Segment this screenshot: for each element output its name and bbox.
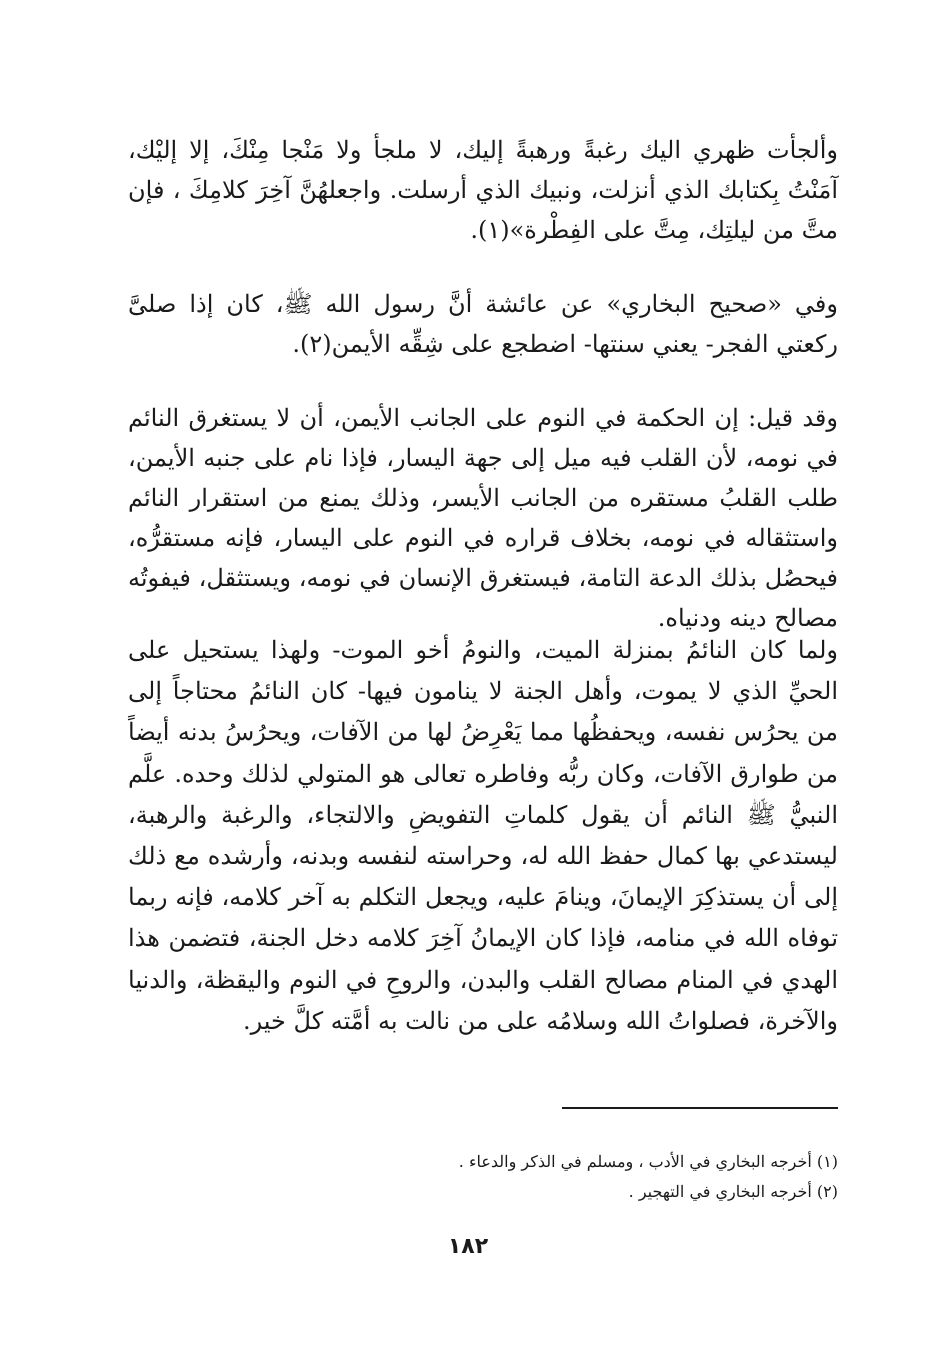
paragraph-sahih-bukhari: وفي «صحيح البخاري» عن عائشة أنَّ رسول الله ﷺ، كان إذا صلىَّ ركعتي الفجر- يعني سنتها- اضطجع على شِقِّه الأيمن(٢). [128,290,838,358]
paragraph-prayer-ending: وألجأت ظهري اليك رغبةً ورهبةً إليك، لا ملجأ ولا مَنْجا مِنْكَ، إلا إليْك، آمَنْتُ بِكتابك الذي أنزلت، ونبيك الذي أرسلت. واجعلهُنَّ آخِرَ كلامِكَ ، فإن متَّ من ليلتِك، مِتَّ على الفِطْرة»(١). [128,136,838,244]
footnote-divider [562,1107,838,1109]
page-number: ١٨٢ [447,1234,489,1259]
paragraph-right-side-wisdom: وقد قيل: إن الحكمة في النوم على الجانب الأيمن، أن لا يستغرق النائم في نومه، لأن القلب فيه ميل إلى جهة اليسار، فإذا نام على جنبه الأيمن، طلب القلبُ مستقره من الجانب الأيسر، وذلك يمنع من استقرار النائم واستثقاله في نومه، بخلاف قراره في النوم على اليسار، فإنه مستقرُّه، فيحصُل بذلك الدعة التامة، فيستغرق الإنسان في نومه، ويستثقل، فيفوتُه مصالح دينه ودنياه. [128,404,838,632]
paragraph-sleep-and-death: ولما كان النائمُ بمنزلة الميت، والنومُ أخو الموت- ولهذا يستحيل على الحيِّ الذي لا يموت، وأهل الجنة لا ينامون فيها- كان النائمُ محتاجاً إلى من يحرُس نفسه، ويحفظُها مما يَعْرِضُ لها من الآفات، ويحرُسُ بدنه أيضاً من طوارق الآفات، وكان ربُّه وفاطره تعالى هو المتولي لذلك وحده. علَّم النبيُّ ﷺ النائم أن يقول كلماتِ التفويضِ والالتجاء، والرغبة والرهبة، ليستدعي بها كمال حفظ الله له، وحراسته لنفسه وبدنه، وأرشده مع ذلك إلى أن يستذكِرَ الإيمانَ، وينامَ عليه، ويجعل التكلم به آخر كلامه، فإنه ربما توفاه الله في منامه، فإذا كان الإيمانُ آخِرَ كلامه دخل الجنة، فتضمن هذا الهدي في المنام مصالح القلب والبدن، والروحِ في النوم واليقظة، والدنيا والآخرة، فصلواتُ الله وسلامُه على من نالت به أمَّته كلَّ خير. [128,636,838,1035]
footnote-2: (٢) أخرجه البخاري في التهجير . [628,1182,838,1201]
footnote-1: (١) أخرجه البخاري في الأدب ، ومسلم في الذكر والدعاء . [458,1152,838,1171]
